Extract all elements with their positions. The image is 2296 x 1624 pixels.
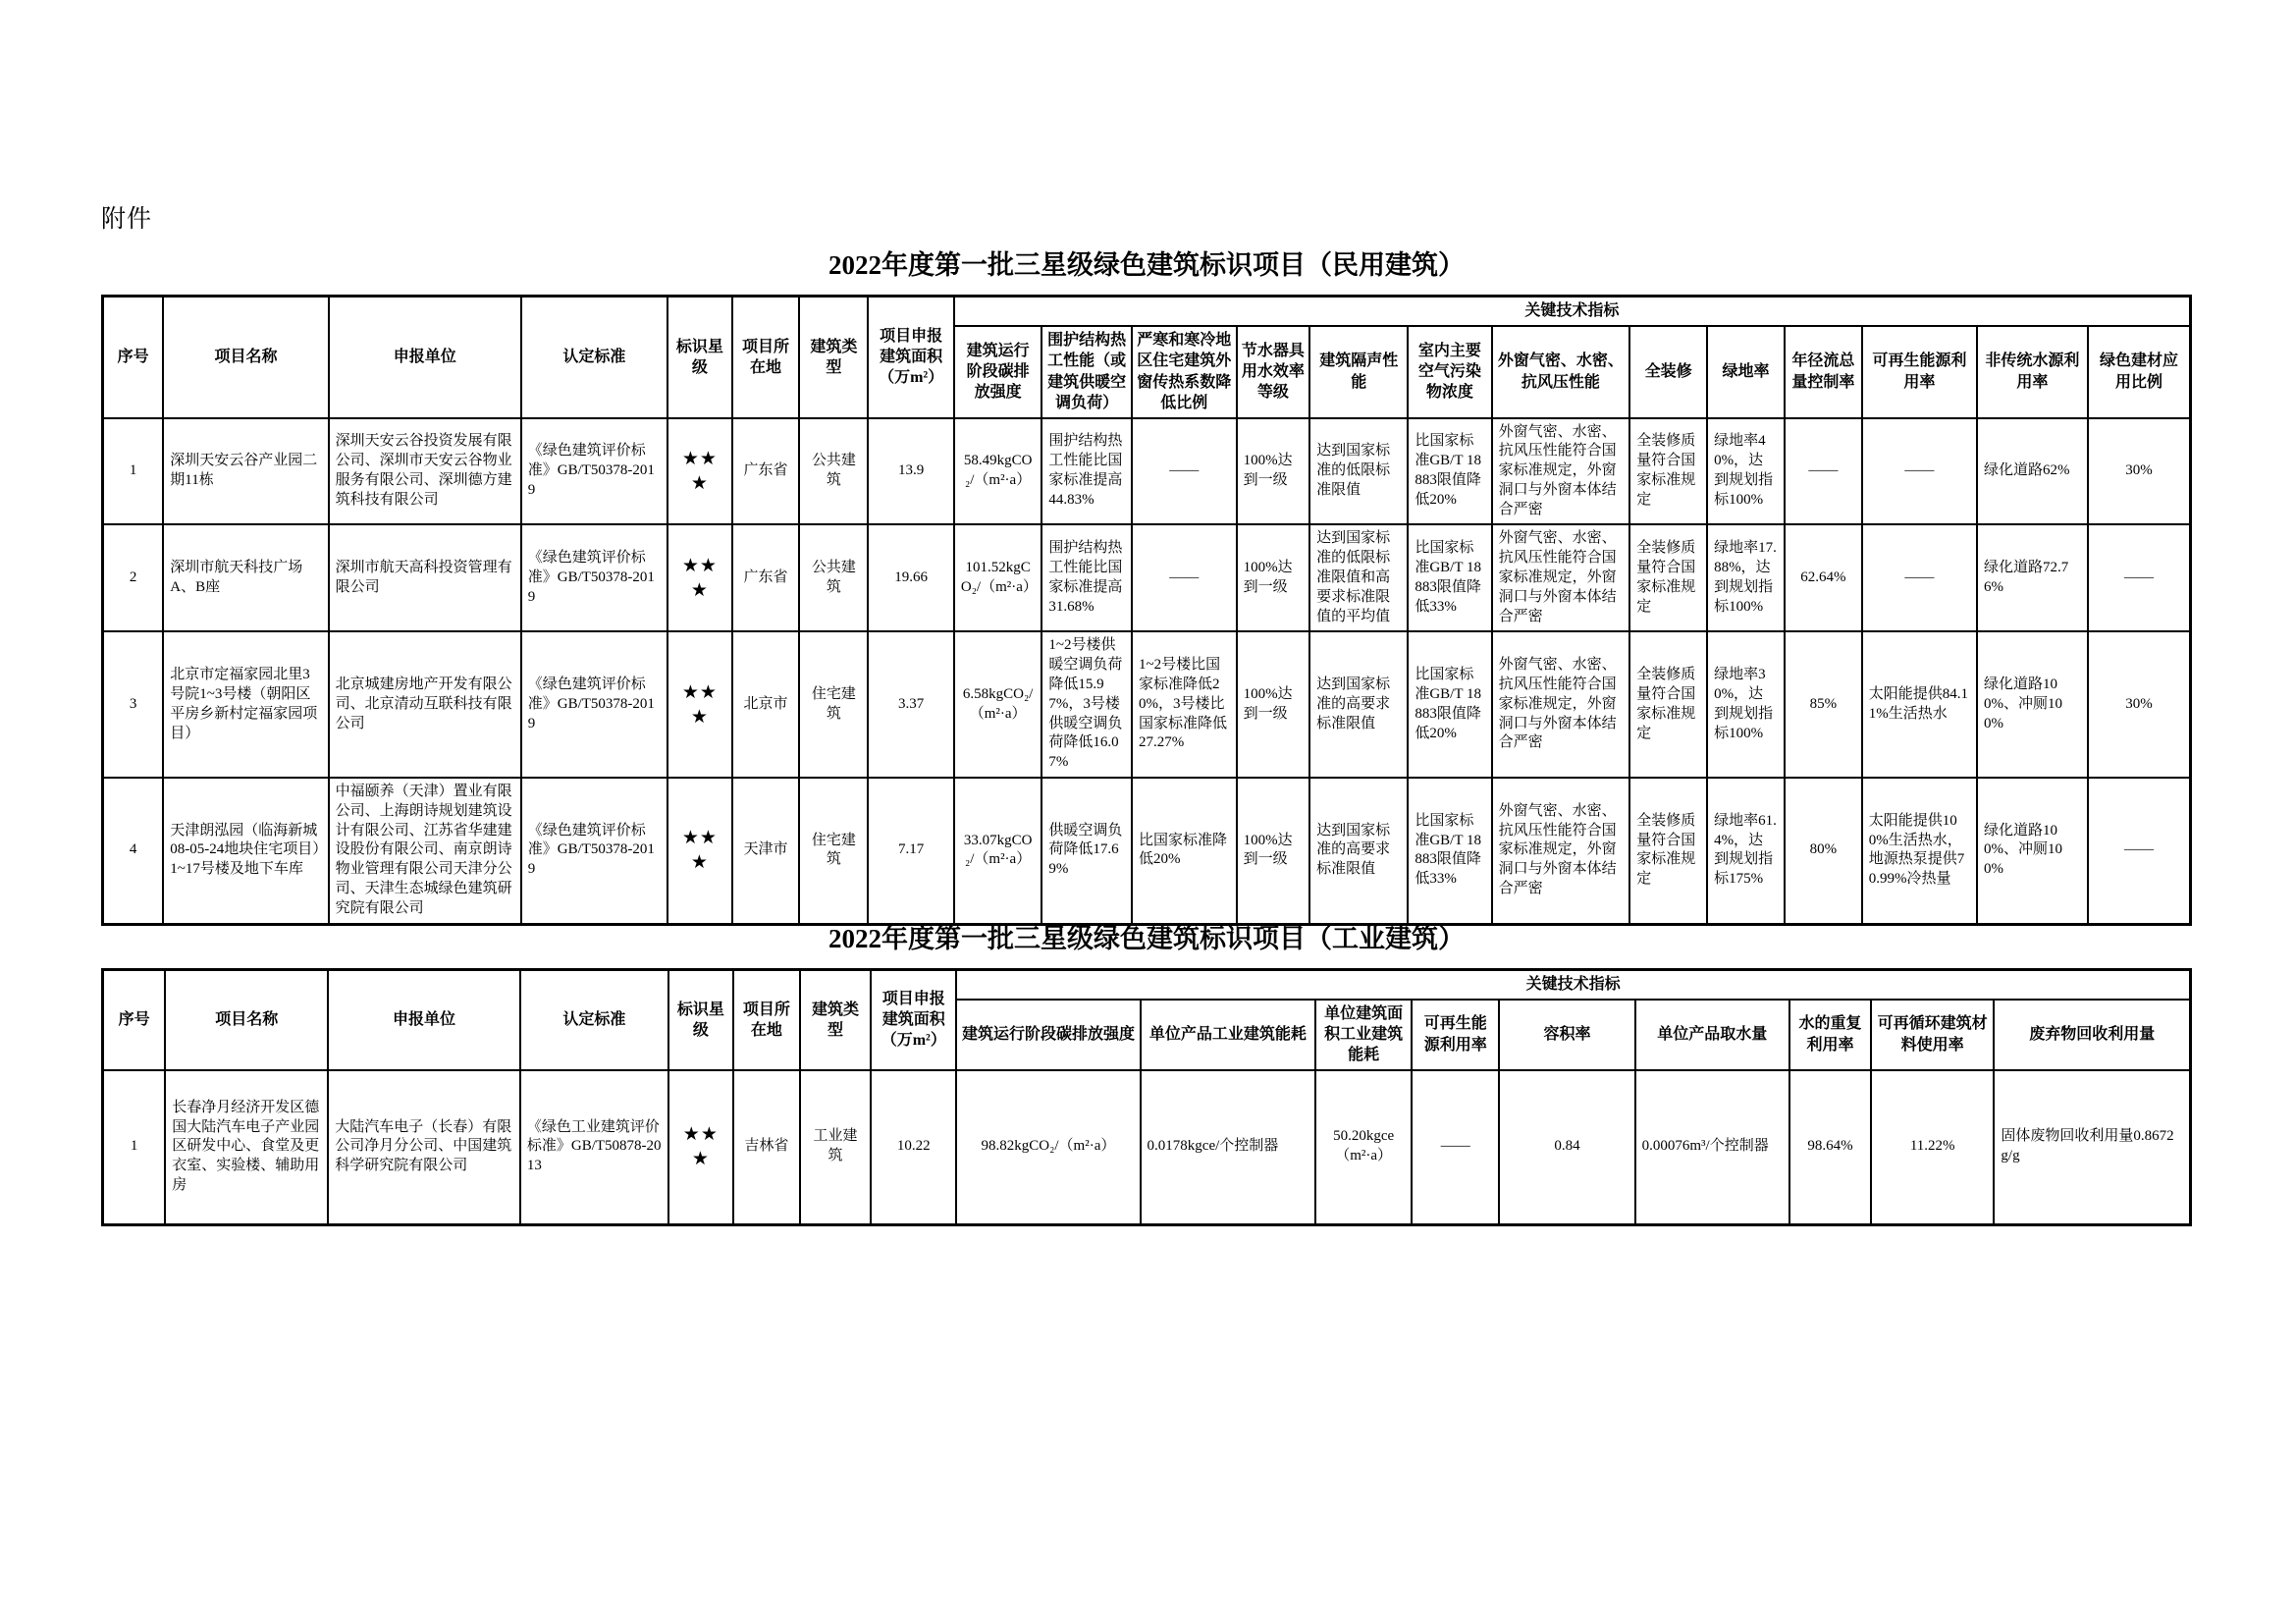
column-header: 项目名称 <box>165 970 328 1070</box>
table-cell: 7.17 <box>868 778 953 924</box>
table-cell: 比国家标准GB/T 18883限值降低20% <box>1408 418 1491 525</box>
column-header: 非传统水源利用率 <box>1977 326 2088 418</box>
key-indicators-header: 关键技术指标 <box>954 297 2191 326</box>
table-cell: 98.64% <box>1789 1070 1871 1225</box>
header-row <box>103 297 2191 326</box>
table-cell: 0.00076m³/个控制器 <box>1635 1070 1789 1225</box>
table-cell: 100%达到一级 <box>1237 631 1310 778</box>
table-cell: 达到国家标准的高要求标准限值 <box>1309 778 1408 924</box>
table-cell: 外窗气密、水密、抗风压性能符合国家标准规定，外窗洞口与外窗本体结合严密 <box>1492 778 1630 924</box>
column-header: 严寒和寒冷地区住宅建筑外窗传热系数降低比例 <box>1132 326 1237 418</box>
project-row <box>103 631 2191 778</box>
civil-projects-table <box>101 295 2192 926</box>
star-rating: ★★★ <box>667 418 732 525</box>
column-header: 可再循环建筑材料使用率 <box>1871 1000 1994 1070</box>
column-header: 认定标准 <box>520 970 668 1070</box>
column-header: 外窗气密、水密、抗风压性能 <box>1492 326 1630 418</box>
project-row <box>103 1070 2191 1225</box>
column-header: 序号 <box>103 970 166 1070</box>
table-cell: 吉林省 <box>733 1070 800 1225</box>
table-cell: 太阳能提供84.11%生活热水 <box>1862 631 1977 778</box>
table-cell: 大陆汽车电子（长春）有限公司净月分公司、中国建筑科学研究院有限公司 <box>328 1070 520 1225</box>
table-cell: 中福颐养（天津）置业有限公司、上海朗诗规划建筑设计有限公司、江苏省华建建设股份有限公司、南京朗诗物业管理有限公司天津分公司、天津生态城绿色建筑研究院有限公司 <box>329 778 521 924</box>
table-cell: 58.49kgCO₂/（m²·a） <box>954 418 1042 525</box>
column-header: 申报单位 <box>329 297 521 418</box>
column-header: 绿地率 <box>1707 326 1785 418</box>
table-cell: 80% <box>1785 778 1862 924</box>
table-cell: 公共建筑 <box>799 418 868 525</box>
column-header: 单位产品取水量 <box>1635 1000 1789 1070</box>
table-cell: —— <box>1862 418 1977 525</box>
table-cell: 天津市 <box>732 778 799 924</box>
table-cell: 供暖空调负荷降低17.69% <box>1041 778 1132 924</box>
table-cell: 62.64% <box>1785 524 1862 631</box>
civil-table-title: 2022年度第一批三星级绿色建筑标识项目（民用建筑） <box>828 250 1465 280</box>
table-cell: 固体废物回收利用量0.8672g/g <box>1994 1070 2190 1225</box>
attachment-label: 附件 <box>101 206 153 233</box>
table-cell: —— <box>1862 524 1977 631</box>
column-header: 可再生能源利用率 <box>1412 1000 1499 1070</box>
project-row <box>103 418 2191 525</box>
industrial-buildings-section <box>101 917 2192 1226</box>
table-cell: 全装修质量符合国家标准规定 <box>1629 418 1707 525</box>
column-header: 申报单位 <box>328 970 520 1070</box>
column-header: 项目名称 <box>163 297 328 418</box>
table-cell: 19.66 <box>868 524 953 631</box>
table-cell: 101.52kgCO₂/（m²·a） <box>954 524 1042 631</box>
table-cell: 绿地率40%，达到规划指标100% <box>1707 418 1785 525</box>
table-cell: —— <box>1132 524 1237 631</box>
column-header: 项目所在地 <box>733 970 800 1070</box>
project-row <box>103 778 2191 924</box>
column-header: 废弃物回收利用量 <box>1994 1000 2190 1070</box>
star-rating: ★★★ <box>667 778 732 924</box>
column-header: 可再生能源利用率 <box>1862 326 1977 418</box>
column-header: 绿色建材应用比例 <box>2088 326 2191 418</box>
table-cell: 比国家标准GB/T 18883限值降低33% <box>1408 524 1491 631</box>
table-cell: 全装修质量符合国家标准规定 <box>1629 524 1707 631</box>
table-cell: 0.0178kgce/个控制器 <box>1141 1070 1316 1225</box>
table-cell: 天津朗泓园（临海新城08-05-24地块住宅项目）1~17号楼及地下车库 <box>163 778 328 924</box>
table-cell: 绿化道路100%、冲厕100% <box>1977 778 2088 924</box>
table-cell: 3 <box>103 631 164 778</box>
table-cell: 广东省 <box>732 524 799 631</box>
table-cell: 比国家标准GB/T 18883限值降低20% <box>1408 631 1491 778</box>
table-cell: 绿化道路72.76% <box>1977 524 2088 631</box>
column-header: 节水器具用水效率等级 <box>1237 326 1310 418</box>
project-row <box>103 524 2191 631</box>
table-cell: 98.82kgCO₂/（m²·a） <box>956 1070 1140 1225</box>
table-cell: 住宅建筑 <box>799 778 868 924</box>
table-cell: 绿地率30%，达到规划指标100% <box>1707 631 1785 778</box>
table-cell: —— <box>2088 778 2191 924</box>
column-header: 单位产品工业建筑能耗 <box>1141 1000 1316 1070</box>
table-cell: 长春净月经济开发区德国大陆汽车电子产业园区研发中心、食堂及更衣室、实验楼、辅助用房 <box>165 1070 328 1225</box>
star-rating: ★★★ <box>667 524 732 631</box>
table-cell: —— <box>1412 1070 1499 1225</box>
table-cell: 13.9 <box>868 418 953 525</box>
table-cell: 围护结构热工性能比国家标准提高31.68% <box>1041 524 1132 631</box>
industrial-projects-table <box>101 968 2192 1226</box>
column-header: 项目所在地 <box>732 297 799 418</box>
table-cell: 10.22 <box>871 1070 956 1225</box>
table-cell: 1 <box>103 418 164 525</box>
column-header: 容积率 <box>1499 1000 1634 1070</box>
column-header: 围护结构热工性能（或建筑供暖空调负荷） <box>1041 326 1132 418</box>
table-cell: 《绿色建筑评价标准》GB/T50378-2019 <box>521 524 667 631</box>
table-cell: 绿化道路100%、冲厕100% <box>1977 631 2088 778</box>
column-header: 建筑隔声性能 <box>1309 326 1408 418</box>
table-cell: 北京城建房地产开发有限公司、北京清动互联科技有限公司 <box>329 631 521 778</box>
table-cell: 达到国家标准的高要求标准限值 <box>1309 631 1408 778</box>
table-cell: 33.07kgCO₂/（m²·a） <box>954 778 1042 924</box>
table-cell: 《绿色建筑评价标准》GB/T50378-2019 <box>521 631 667 778</box>
table-cell: 深圳市航天高科投资管理有限公司 <box>329 524 521 631</box>
column-header: 认定标准 <box>521 297 667 418</box>
column-header: 标识星级 <box>667 297 732 418</box>
table-cell: 比国家标准降低20% <box>1132 778 1237 924</box>
table-cell: 全装修质量符合国家标准规定 <box>1629 631 1707 778</box>
table-cell: 住宅建筑 <box>799 631 868 778</box>
column-header: 建筑运行阶段碳排放强度 <box>954 326 1042 418</box>
table-cell: 广东省 <box>732 418 799 525</box>
table-cell: —— <box>1785 418 1862 525</box>
table-cell: 绿化道路62% <box>1977 418 2088 525</box>
table-cell: 工业建筑 <box>800 1070 871 1225</box>
table-cell: 3.37 <box>868 631 953 778</box>
table-cell: 《绿色建筑评价标准》GB/T50378-2019 <box>521 418 667 525</box>
table-cell: 绿地率17.88%，达到规划指标100% <box>1707 524 1785 631</box>
column-header: 室内主要空气污染物浓度 <box>1408 326 1491 418</box>
column-header: 水的重复利用率 <box>1789 1000 1871 1070</box>
column-header: 项目申报建筑面积（万m²） <box>871 970 956 1070</box>
table-cell: 外窗气密、水密、抗风压性能符合国家标准规定，外窗洞口与外窗本体结合严密 <box>1492 524 1630 631</box>
table-cell: 外窗气密、水密、抗风压性能符合国家标准规定，外窗洞口与外窗本体结合严密 <box>1492 631 1630 778</box>
table-cell: 围护结构热工性能比国家标准提高44.83% <box>1041 418 1132 525</box>
column-header: 单位建筑面积工业建筑能耗 <box>1315 1000 1412 1070</box>
table-cell: 外窗气密、水密、抗风压性能符合国家标准规定，外窗洞口与外窗本体结合严密 <box>1492 418 1630 525</box>
table-cell: 绿地率61.4%，达到规划指标175% <box>1707 778 1785 924</box>
table-cell: 1~2号楼供暖空调负荷降低15.97%，3号楼供暖空调负荷降低16.07% <box>1041 631 1132 778</box>
table-cell: —— <box>2088 524 2191 631</box>
key-indicators-header: 关键技术指标 <box>956 970 2190 1000</box>
table-cell: 达到国家标准的低限标准限值和高要求标准限值的平均值 <box>1309 524 1408 631</box>
table-cell: 100%达到一级 <box>1237 524 1310 631</box>
column-header: 建筑类型 <box>800 970 871 1070</box>
table-cell: 深圳天安云谷投资发展有限公司、深圳市天安云谷物业服务有限公司、深圳德方建筑科技有限公司 <box>329 418 521 525</box>
table-cell: 公共建筑 <box>799 524 868 631</box>
table-cell: 30% <box>2088 631 2191 778</box>
column-header: 建筑运行阶段碳排放强度 <box>956 1000 1140 1070</box>
column-header: 年径流总量控制率 <box>1785 326 1862 418</box>
table-cell: 1 <box>103 1070 166 1225</box>
table-cell: 全装修质量符合国家标准规定 <box>1629 778 1707 924</box>
table-cell: 1~2号楼比国家标准降低20%，3号楼比国家标准降低27.27% <box>1132 631 1237 778</box>
table-cell: 85% <box>1785 631 1862 778</box>
table-cell: 《绿色工业建筑评价标准》GB/T50878-2013 <box>520 1070 668 1225</box>
column-header: 序号 <box>103 297 164 418</box>
table-cell: 达到国家标准的低限标准限值 <box>1309 418 1408 525</box>
table-cell: 北京市 <box>732 631 799 778</box>
table-cell: 深圳市航天科技广场A、B座 <box>163 524 328 631</box>
table-cell: 30% <box>2088 418 2191 525</box>
table-cell: 100%达到一级 <box>1237 418 1310 525</box>
table-cell: 6.58kgCO₂/（m²·a） <box>954 631 1042 778</box>
column-header: 标识星级 <box>668 970 733 1070</box>
table-cell: 深圳天安云谷产业园二期11栋 <box>163 418 328 525</box>
table-cell: 2 <box>103 524 164 631</box>
star-rating: ★★★ <box>668 1070 733 1225</box>
column-header: 项目申报建筑面积（万m²） <box>868 297 953 418</box>
table-cell: 50.20kgce（m²·a） <box>1315 1070 1412 1225</box>
column-header: 全装修 <box>1629 326 1707 418</box>
industrial-table-title: 2022年度第一批三星级绿色建筑标识项目（工业建筑） <box>828 924 1465 953</box>
star-rating: ★★★ <box>667 631 732 778</box>
table-cell: 11.22% <box>1871 1070 1994 1225</box>
table-cell: 北京市定福家园北里3号院1~3号楼（朝阳区平房乡新村定福家园项目） <box>163 631 328 778</box>
table-cell: 太阳能提供100%生活热水，地源热泵提供70.99%冷热量 <box>1862 778 1977 924</box>
table-cell: —— <box>1132 418 1237 525</box>
table-cell: 100%达到一级 <box>1237 778 1310 924</box>
table-cell: 0.84 <box>1499 1070 1634 1225</box>
table-cell: 4 <box>103 778 164 924</box>
civil-buildings-section <box>101 244 2192 926</box>
table-cell: 《绿色建筑评价标准》GB/T50378-2019 <box>521 778 667 924</box>
header-row <box>103 970 2191 1000</box>
table-cell: 比国家标准GB/T 18883限值降低33% <box>1408 778 1491 924</box>
column-header: 建筑类型 <box>799 297 868 418</box>
